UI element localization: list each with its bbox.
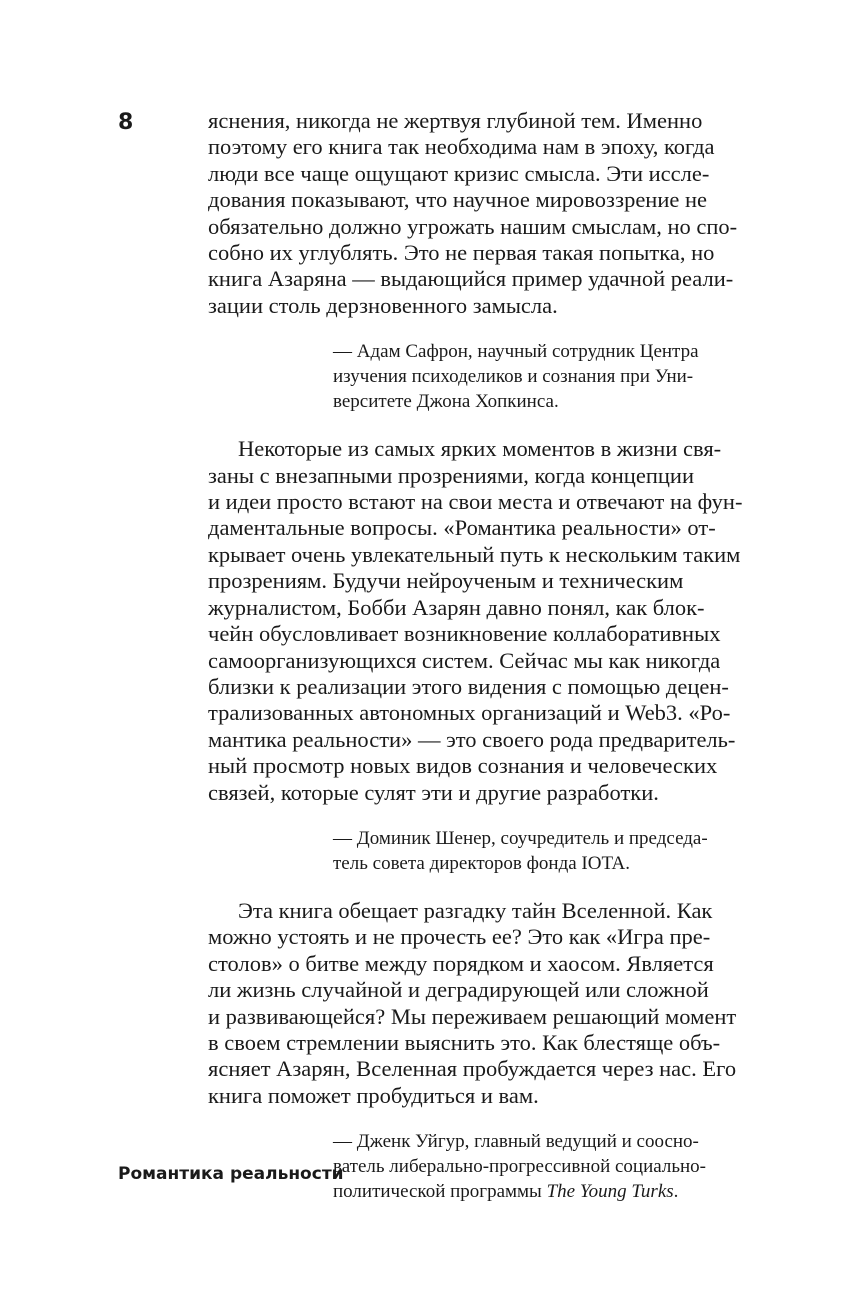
attribution-1: — Адам Сафрон, научный сотрудник Центра изучения психоделиков и сознания при Уни- верситете Джона Хопкинса. (333, 341, 699, 413)
quote-paragraph-3: Эта книга обещает разгадку тайн Вселенной. Как можно устоять и не прочесть ее? Это как «Игра пре- столов» о битве между порядком и хаосом. Является ли жизнь случайной и деградирующей или сложной и развивающейся? Мы переживаем решающий момент в своем стремлении выяснить это. Как блестяще объ- ясняет Азарян, Вселенная пробуждается через нас. Его книга поможет пробудиться и вам. (208, 897, 737, 1108)
attribution-2: — Доминик Шенер, соучредитель и председа- тель совета директоров фонда IOTA. (333, 827, 708, 874)
running-footer-title: Романтика реальности (118, 1164, 344, 1184)
quote-paragraph-1: яснения, никогда не жертвуя глубиной тем. Именно поэтому его книга так необходима нам в эпоху, когда люди все чаще ощущают кризис смысла. Эти иссле- дования показывают, что научное мировоззрение не обязательно должно угрожать нашим смыслам, но спо- собно их углублять. Это не первая такая попытка, но книга Азаряна — выдающийся пример удачной реали- зации столь дерзновенного замысла. (208, 108, 738, 318)
quote-paragraph-2: Некоторые из самых ярких моментов в жизни свя- заны с внезапными прозрениями, когда концепции и идеи просто встают на свои места и отвечают на фун- даментальные вопросы. «Романтика реальности» от- крывает очень увлекательный путь к нескольким таким прозрениям. Будучи нейроученым и техническим журналистом, Бобби Азарян давно понял, как блок- чейн обусловливает возникновение коллаборативных самоорганизующихся систем. Сейчас мы как никогда близки к реализации этого видения с помощью децен- трализованных автономных организаций и Web3. «Ро- мантика реальности» — это своего рода предваритель- ный просмотр новых видов сознания и человеческих связей, которые сулят эти и другие разработки. (208, 436, 743, 805)
program-title: The Young Turks (546, 1181, 674, 1203)
page-number: 8 (118, 110, 134, 135)
attribution-3-end: . (673, 1181, 679, 1203)
attribution-3-text: — Дженк Уйгур, главный ведущий и соосно- ватель либерально-прогрессивной социально- политической программы (333, 1131, 707, 1203)
text-column (208, 108, 756, 1226)
attribution-3 (333, 1129, 756, 1204)
